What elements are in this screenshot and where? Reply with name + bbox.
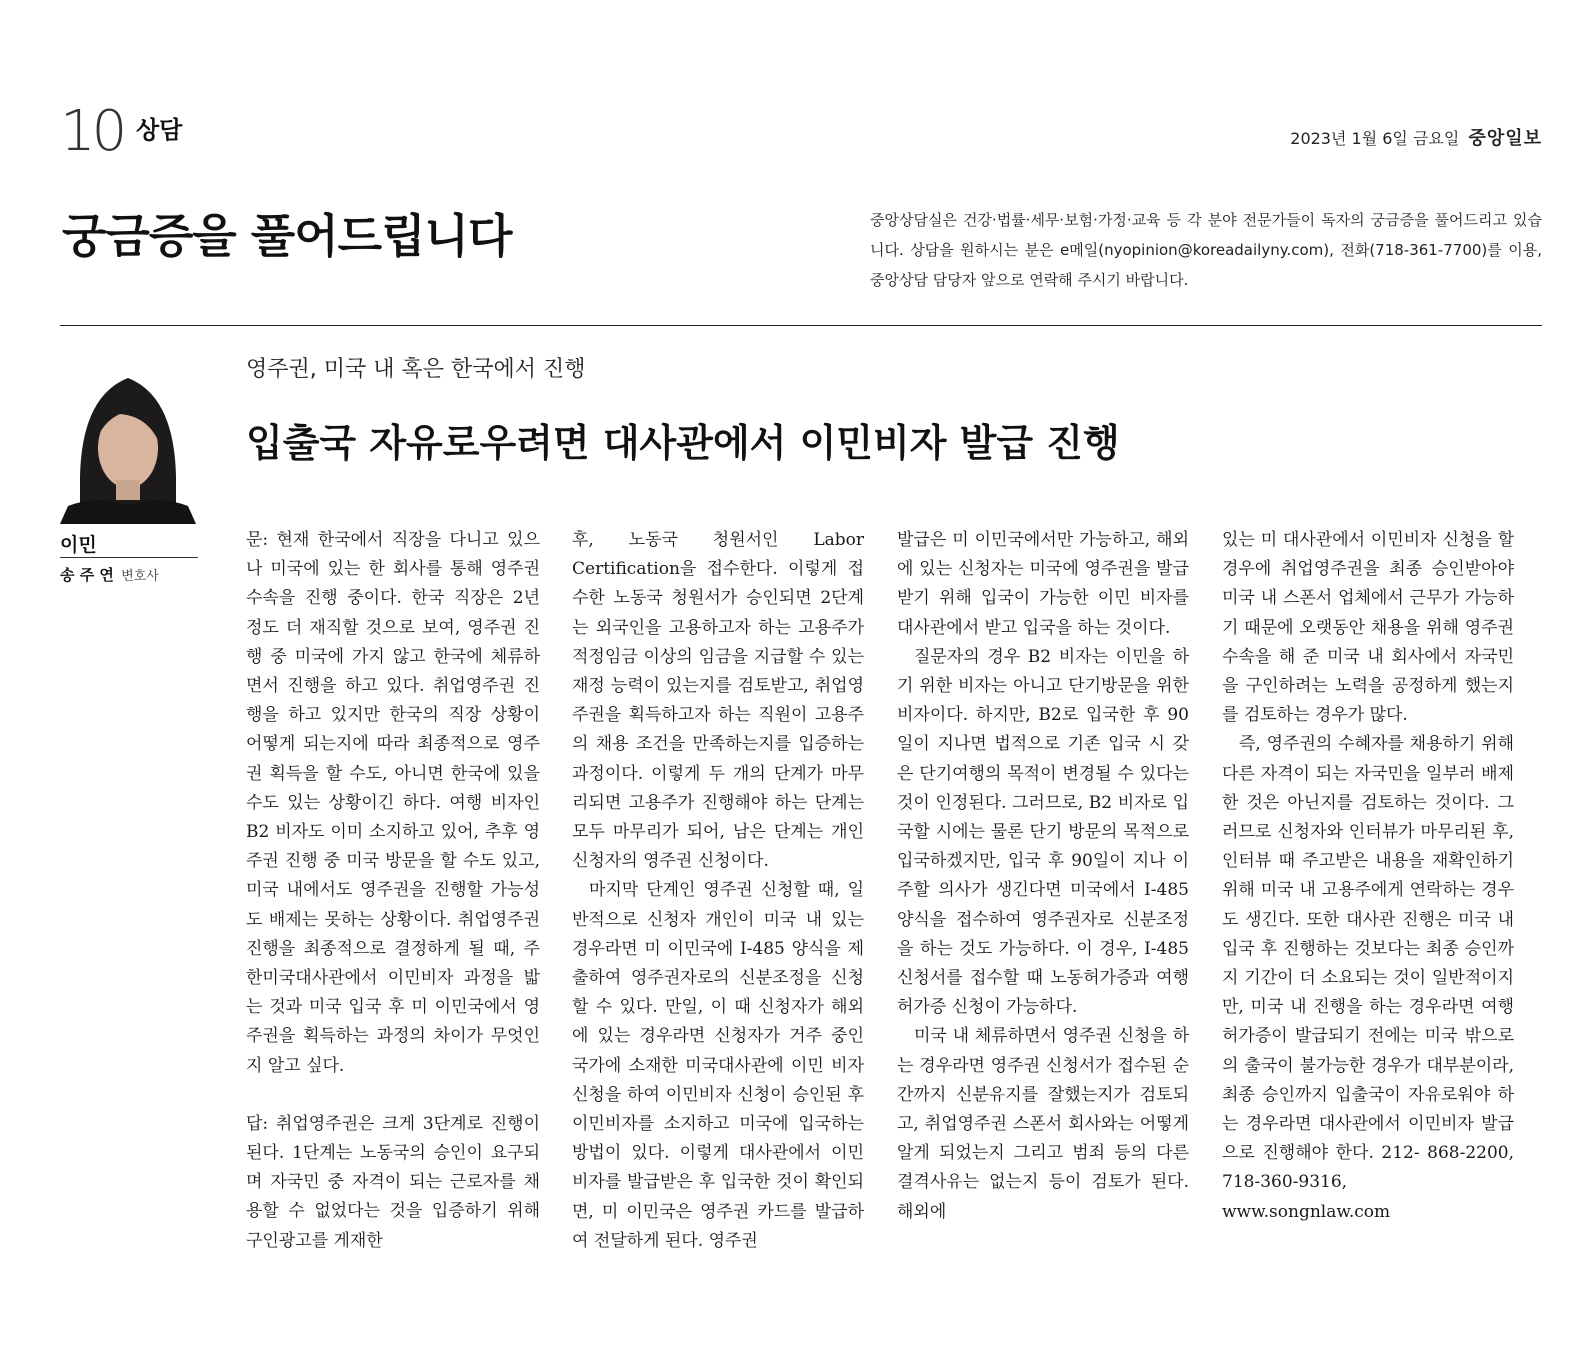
dateline <box>1290 124 1542 150</box>
author-portrait <box>60 356 196 524</box>
body-paragraph: 마지막 단계인 영주권 신청할 때, 일반적으로 신청자 개인이 미국 내 있는 경우라면 미 이민국에 I-485 양식을 제출하여 영주권자로의 신분조정을 신청할 수 있다. 만일, 이 때 신청자가 해외에 있는 경우라면 신청자가 거주 중인 국가에 소재한 미국대사관에 이민 비자 신청을 하여 이민비자 신청이 승인된 후 이민비자를 소지하고 미국에 입국하는 방법이 있다. 이렇게 대사관에서 이민 비자를 발급받은 후 입국한 것이 확인되면, 미 이민국은 영주권 카드를 발급하여 전달하게 된다. 영주권 <box>572 880 864 1251</box>
body-paragraph: 발급은 미 이민국에서만 가능하고, 해외에 있는 신청자는 미국에 영주권을 발급받기 위해 입국이 가능한 이민 비자를 대사관에서 받고 입국을 하는 것이다. <box>897 530 1189 638</box>
body-paragraph: 질문자의 경우 B2 비자는 이민을 하기 위한 비자는 아니고 단기방문을 위한 비자이다. 하지만, B2로 입국한 후 90일이 지나면 법적으로 기존 입국 시 갖은 단기여행의 목적이 변경될 수 있다는 것이 인정된다. 그러므로, B2 비자로 입국할 시에는 물론 단기 방문의 목적으로 입국하겠지만, 입국 후 90일이 지나 이주할 의사가 생긴다면 미국에서 I-485 양식을 접수하여 영주권자로 신분조정을 하는 것도 가능하다. 이 경우, I-485 신청서를 접수할 때 노동허가증과 여행허가증 신청이 가능하다. <box>897 646 1189 1018</box>
article-column-2 <box>572 526 864 1256</box>
page-header <box>60 98 1542 164</box>
author-byline <box>60 564 159 585</box>
body-paragraph: 즉, 영주권의 수혜자를 채용하기 위해 다른 자격이 되는 자국민을 일부러 배제한 것은 아닌지를 검토하는 것이다. 그러므로 신청자와 인터뷰가 마무리된 후, 인터뷰 때 주고받은 내용을 재확인하기 위해 미국 내 고용주에게 연락하는 경우도 생긴다. 또한 대사관 진행은 미국 내 입국 후 진행하는 것보다는 최종 승인까지 기간이 더 소요되는 것이 일반적이지만, 미국 내 진행을 하는 경우라면 여행허가증이 발급되기 전에는 미국 밖으로의 출국이 불가능한 경우가 대부분이라, 최종 승인까지 입출국이 자유로워야 하는 경우라면 대사관에서 이민비자 발급으로 진행해야 한다. 212- 868-2200, 718-360-9316, www.songnlaw.com <box>1222 734 1514 1222</box>
article-subhead: 영주권, 미국 내 혹은 한국에서 진행 <box>246 357 586 382</box>
author-photo-illustration <box>60 356 196 524</box>
issue-date: 2023년 1월 6일 금요일 <box>1290 129 1460 148</box>
article-column-3 <box>897 526 1189 1227</box>
section-name: 상담 <box>136 116 183 144</box>
article-headline: 입출국 자유로우려면 대사관에서 이민비자 발급 진행 <box>246 420 1120 465</box>
author-name: 송 주 연 <box>60 566 114 584</box>
byline-divider <box>60 557 198 558</box>
body-paragraph: 후, 노동국 청원서인 Labor Certification을 접수한다. 이렇게 접수한 노동국 청원서가 승인되면 2단계는 외국인을 고용하고자 하는 고용주가 적정임금 이상의 임금을 지급할 수 있는 재정 능력이 있는지를 검토받고, 취업영주권을 획득하고자 하는 직원이 고용주의 채용 조건을 만족하는지를 입증하는 과정이다. 이렇게 두 개의 단계가 마무리되면 고용주가 진행해야 하는 단계는 모두 마무리가 되어, 남은 단계는 개인 신청자의 영주권 신청이다. <box>572 530 864 872</box>
column-intro: 중앙상담실은 건강·법률·세무·보험·가정·교육 등 각 분야 전문가들이 독자의 궁금증을 풀어드리고 있습니다. 상담을 원하시는 분은 e메일(nyopinion@koreadailyny.com), 전화(718-361-7700)를 이용, 중앙상담 담당자 앞으로 연락해 주시기 바랍니다. <box>870 211 1542 289</box>
page-number: 10 <box>60 99 124 164</box>
column-title: 궁금증을 풀어드립니다 <box>62 209 512 263</box>
article-column-4 <box>1222 526 1514 1227</box>
section-divider <box>60 325 1542 326</box>
author-title: 변호사 <box>121 569 159 584</box>
body-paragraph: 미국 내 체류하면서 영주권 신청을 하는 경우라면 영주권 신청서가 접수된 순간까지 신분유지를 잘했는지가 검토되고, 취업영주권 스폰서 회사와는 어떻게 알게 되었는지 그리고 범죄 등의 다른 결격사유는 없는지 등이 검토가 된다. 해외에 <box>897 1026 1189 1222</box>
body-paragraph: 문: 현재 한국에서 직장을 다니고 있으나 미국에 있는 한 회사를 통해 영주권 수속을 진행 중이다. 한국 직장은 2년 정도 더 재직할 것으로 보여, 영주권 진행 중 미국에 가지 않고 한국에 체류하면서 진행을 하고 있다. 취업영주권 진행을 하고 있지만 한국의 직장 상황이 어떻게 되는지에 따라 최종적으로 영주권 획득을 할 수도, 아니면 한국에 있을 수도 있는 상황이긴 하다. 여행 비자인B2 비자도 이미 소지하고 있어, 추후 영주권 진행 중 미국 방문을 할 수도 있고, 미국 내에서도 영주권을 진행할 가능성도 배제는 못하는 상황이다. 취업영주권 진행을 최종적으로 결정하게 될 때, 주한미국대사관에서 이민비자 과정을 밟는 것과 미국 입국 후 미 이민국에서 영주권을 획득하는 과정의 차이가 무엇인지 알고 싶다. <box>246 530 540 1076</box>
article-column-1 <box>246 526 540 1256</box>
newspaper-name: 중앙일보 <box>1468 128 1542 149</box>
body-paragraph: 답: 취업영주권은 크게 3단계로 진행이 된다. 1단계는 노동국의 승인이 요구되며 자국민 중 자격이 되는 근로자를 채용할 수 없었다는 것을 입증하기 위해 구인광고를 게재한 <box>246 1113 540 1251</box>
body-paragraph: 있는 미 대사관에서 이민비자 신청을 할 경우에 취업영주권을 최종 승인받아야 미국 내 스폰서 업체에서 근무가 가능하기 때문에 오랫동안 채용을 위해 영주권 수속을 해 준 미국 내 회사에서 자국민을 구인하려는 노력을 공정하게 했는지를 검토하는 경우가 많다. <box>1222 530 1514 726</box>
byline-category: 이민 <box>60 534 97 556</box>
